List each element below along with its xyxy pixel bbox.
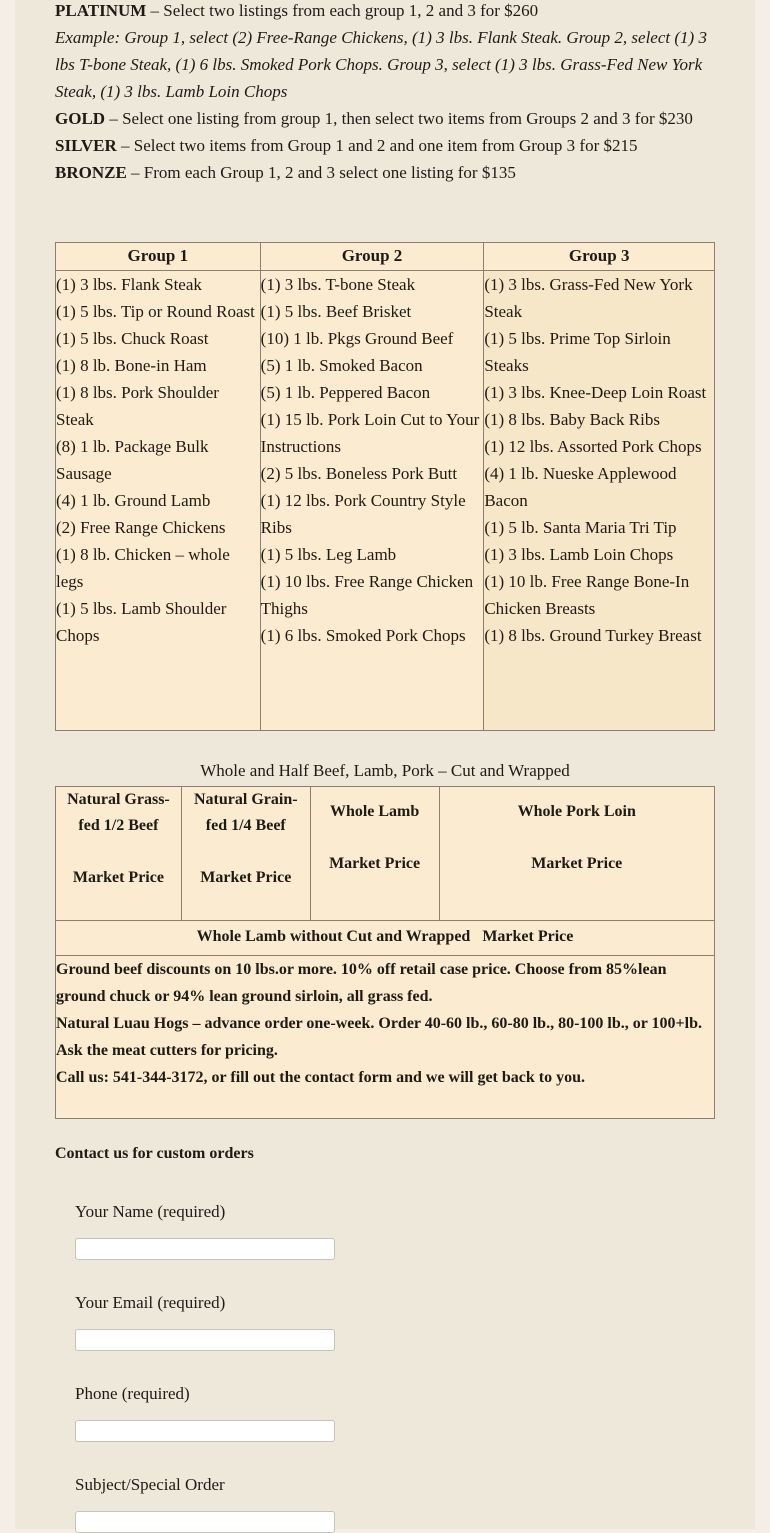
group-item: (4) 1 lb. Ground Lamb [56, 491, 211, 510]
group-item: (1) 3 lbs. Grass-Fed New York Steak [484, 275, 693, 321]
item-price: Market Price [72, 869, 164, 886]
uncut-lamb: Whole Lamb without Cut and Wrapped Market Price [56, 921, 715, 956]
group-item: (1) 3 lbs. Lamb Loin Chops [484, 545, 674, 564]
whole-item [56, 787, 182, 921]
whole-item [181, 787, 310, 921]
group-item: (1) 5 lb. Santa Maria Tri Tip [484, 518, 677, 537]
item-price: Market Price [329, 855, 421, 872]
group-item: (1) 8 lbs. Baby Back Ribs [484, 410, 660, 429]
note: Call us: 541-344-3172, or fill out the contact form and we will get back to you. [56, 1069, 585, 1086]
name-label: Your Name (required) [75, 1202, 226, 1221]
group-item: (1) 8 lbs. Pork Shoulder Steak [56, 383, 219, 429]
group-2-items [260, 271, 484, 731]
group-1-items [56, 271, 261, 731]
group-item: (1) 3 lbs. Knee-Deep Loin Roast [484, 383, 707, 402]
phone-label: Phone (required) [75, 1384, 190, 1403]
package-example: Example: Group 1, select (2) Free-Range Chickens, (1) 3 lbs. Flank Steak. Group 2, select (1) 3 lbs T-bone Steak, (1) 6 lbs. Smoked Pork Chops. Group 3, select (1) 3 lbs. Grass-Fed New York Steak, (1) 3 lbs. Lamb Loin Chops [55, 28, 707, 101]
group-item: (1) 3 lbs. T-bone Steak [260, 275, 416, 294]
group-item: (4) 1 lb. Nueske Applewood Bacon [484, 464, 677, 510]
groups-table [55, 242, 715, 731]
email-input[interactable] [75, 1329, 335, 1351]
note: Ground beef discounts on 10 lbs.or more. 10% off retail case price. Choose from 85%lean ground chuck or 94% lean ground sirloin, all grass fed. [56, 961, 667, 1005]
group-item: (5) 1 lb. Peppered Bacon [260, 383, 431, 402]
item-price: Market Price [531, 855, 623, 872]
name-input[interactable] [75, 1238, 335, 1260]
group-header: Group 2 [260, 243, 484, 271]
group-item: (1) 10 lb. Free Range Bone-In Chicken Breasts [484, 572, 690, 618]
package-descriptions [55, 0, 715, 186]
group-item: (1) 12 lbs. Assorted Pork Chops [484, 437, 702, 456]
group-item: (1) 5 lbs. Prime Top Sirloin Steaks [484, 329, 671, 375]
whole-table [55, 786, 715, 1119]
group-item: (10) 1 lb. Pkgs Ground Beef [260, 329, 454, 348]
notes [56, 956, 715, 1119]
group-item: (2) Free Range Chickens [56, 518, 226, 537]
group-item: (1) 5 lbs. Chuck Roast [56, 329, 209, 348]
whole-item [439, 787, 714, 921]
group-header: Group 1 [56, 243, 261, 271]
whole-item [310, 787, 439, 921]
group-item: (1) 8 lbs. Ground Turkey Breast [484, 626, 702, 645]
item-name: Whole Pork Loin [517, 803, 636, 820]
package-text: – Select two listings from each group 1, 2 and 3 for $260 [146, 1, 539, 20]
note: Natural Luau Hogs – advance order one-week. Order 40-60 lb., 60-80 lb., 80-100 lb., or 100+lb. Ask the meat cutters for pricing. [56, 1015, 703, 1059]
group-item: (8) 1 lb. Package Bulk Sausage [56, 437, 209, 483]
package-text: – Select one listing from group 1, then select two items from Groups 2 and 3 for $230 [105, 109, 693, 128]
group-item: (1) 15 lb. Pork Loin Cut to Your Instructions [260, 410, 480, 456]
package-name: GOLD [55, 109, 106, 128]
group-item: (1) 5 lbs. Lamb Shoulder Chops [56, 599, 227, 645]
group-item: (1) 6 lbs. Smoked Pork Chops [260, 626, 466, 645]
group-item: (1) 12 lbs. Pork Country Style Ribs [260, 491, 466, 537]
item-name: Natural Grass-fed 1/2 Beef [67, 791, 170, 834]
group-item: (5) 1 lb. Smoked Bacon [260, 356, 423, 375]
email-label: Your Email (required) [75, 1293, 226, 1312]
contact-heading: Contact us for custom orders [55, 1145, 254, 1162]
group-header: Group 3 [484, 243, 715, 271]
group-item: (2) 5 lbs. Boneless Pork Butt [260, 464, 458, 483]
group-item: (1) 8 lb. Chicken – whole legs [56, 545, 230, 591]
package-text: – Select two items from Group 1 and 2 and one item from Group 3 for $215 [116, 136, 638, 155]
group-item: (1) 5 lbs. Tip or Round Roast [56, 302, 255, 321]
whole-caption: Whole and Half Beef, Lamb, Pork – Cut and Wrapped [200, 761, 570, 780]
group-item: (1) 5 lbs. Beef Brisket [260, 302, 412, 321]
subject-label: Subject/Special Order [75, 1475, 225, 1494]
group-item: (1) 5 lbs. Leg Lamb [260, 545, 397, 564]
package-name: PLATINUM [55, 1, 147, 20]
package-name: SILVER [55, 136, 117, 155]
group-3-items [484, 271, 715, 731]
group-item: (1) 10 lbs. Free Range Chicken Thighs [260, 572, 474, 618]
item-price: Market Price [200, 869, 292, 886]
subject-input[interactable] [75, 1511, 335, 1533]
group-item: (1) 8 lb. Bone-in Ham [56, 356, 207, 375]
group-item: (1) 3 lbs. Flank Steak [56, 275, 202, 294]
phone-input[interactable] [75, 1420, 335, 1442]
item-name: Whole Lamb [329, 803, 420, 820]
item-name: Natural Grain-fed 1/4 Beef [194, 791, 298, 834]
package-text: – From each Group 1, 2 and 3 select one listing for $135 [126, 163, 516, 182]
package-name: BRONZE [55, 163, 127, 182]
